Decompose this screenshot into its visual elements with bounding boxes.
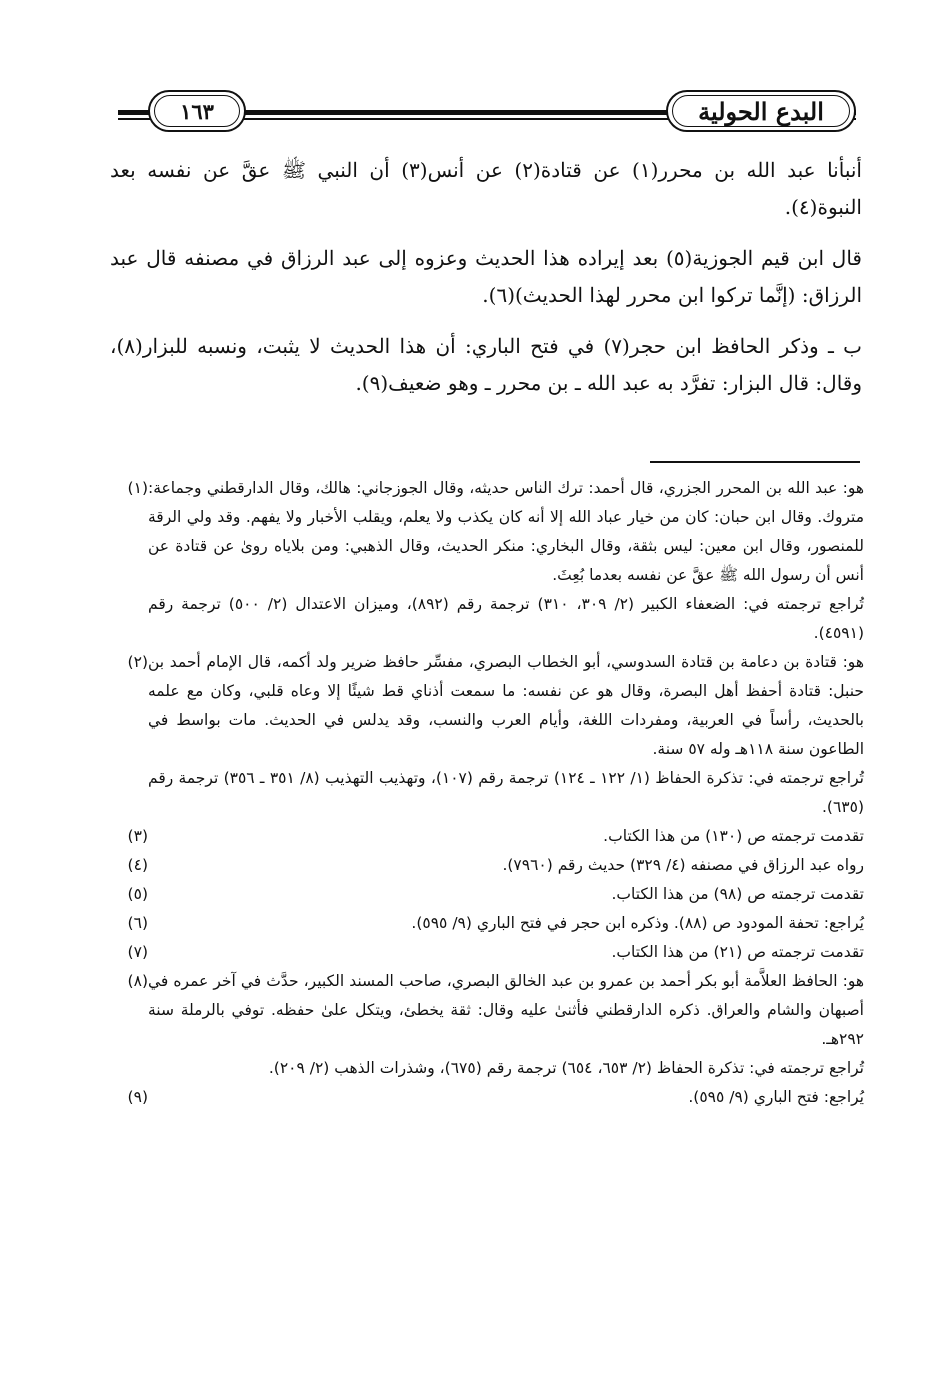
page-number: ١٦٣ bbox=[180, 98, 214, 124]
footnote-number: (١) bbox=[127, 479, 148, 497]
footnote bbox=[112, 648, 864, 822]
page-header bbox=[118, 84, 856, 140]
footnote bbox=[112, 938, 864, 967]
footnote-number: (٨) bbox=[127, 972, 148, 990]
footnote-text: تقدمت ترجمته ص (٢١) من هذا الكتاب. bbox=[611, 943, 864, 961]
body-paragraph: قال ابن قيم الجوزية(٥) بعد إيراده هذا الحديث وعزوه إلى عبد الرزاق في مصنفه قال عبد الرزاق: (إنَّما تركوا ابن محرر لهذا الحديث)(٦). bbox=[110, 246, 862, 307]
footnote-body bbox=[148, 822, 864, 851]
footnote-text: هو: عبد الله بن المحرر الجزري، قال أحمد: ترك الناس حديثه، وقال الجوزجاني: هالك، وقال الدارقطني وجماعة: متروك. وقال ابن حبان: كان من خيار عباد الله إلا أنه كان يكذب ولا يعلم، ويقلب الأخبار ولا يفهم. وقد ولي الرقة للمنصور، وقال ابن معين: ليس بثقة، وقال البخاري: منكر الحديث، وقال الذهبي: ومن بلاياه روىٰ عن قتادة عن أنس أن رسول الله ﷺ عقَّ عن نفسه بعدما بُعِثَ. bbox=[148, 479, 864, 584]
footnote-text: هو: قتادة بن دعامة بن قتادة السدوسي، أبو الخطاب البصري، مفسِّر حافظ ضرير ولد أكمه، قال الإمام أحمد بن حنبل: قتادة أحفظ أهل البصرة، وقال هو عن نفسه: ما سمعت أذناي قط شيئًا إلا وعاه قلبي، وكان مع علمه بالحديث، رأساً في العربية، ومفردات اللغة، وأيام العرب والنسب، وقد يدلس في الحديث. مات بواسط في الطاعون سنة ١١٨هـ وله ٥٧ سنة. bbox=[148, 653, 864, 758]
footnote bbox=[112, 851, 864, 880]
footnote-body bbox=[148, 909, 864, 938]
footnote-text: تُراجع ترجمته في: تذكرة الحفاظ (١/ ١٢٢ ـ ١٢٤) ترجمة رقم (١٠٧)، وتهذيب التهذيب (٨/ ٣٥١ ـ ٣٥٦) ترجمة رقم (٦٣٥). bbox=[148, 769, 864, 816]
footnote-number: (٤) bbox=[127, 856, 148, 874]
body-paragraph: ب ـ وذكر الحافظ ابن حجر(٧) في فتح الباري: أن هذا الحديث لا يثبت، ونسبه للبزار(٨)، وقال: قال البزار: تفرَّد به عبد الله ـ بن محرر ـ وهو ضعيف(٩). bbox=[110, 334, 862, 395]
footnote-text: هو: الحافظ العلاَّمة أبو بكر أحمد بن عمرو بن عبد الخالق البصري، صاحب المسند الكبير، حدَّث في آخر عمره في أصبهان والشام والعراق. ذكره الدارقطني فأثنىٰ عليه وقال: ثقة يخطئ، ويتكل علىٰ حفظه. توفي بالرملة سنة ٢٩٢هـ. bbox=[148, 972, 864, 1048]
footnote-text: تُراجع ترجمته في: تذكرة الحفاظ (٢/ ٦٥٣، ٦٥٤) ترجمة رقم (٦٧٥)، وشذرات الذهب (٢/ ٢٠٩). bbox=[268, 1059, 864, 1077]
footnote-text: تقدمت ترجمته ص (٩٨) من هذا الكتاب. bbox=[611, 885, 864, 903]
footnote-body bbox=[148, 938, 864, 967]
footnote bbox=[112, 1083, 864, 1112]
footnote-body bbox=[148, 851, 864, 880]
footnote-number: (٥) bbox=[127, 885, 148, 903]
footnote-body bbox=[148, 648, 864, 822]
body-paragraph: أنبأنا عبد الله بن محرر(١) عن قتادة(٢) عن أنس(٣) أن النبي ﷺ عقَّ عن نفسه بعد النبوة(٤). bbox=[110, 158, 862, 219]
footnote-number: (٢) bbox=[127, 653, 148, 671]
footnote-text: رواه عبد الرزاق في مصنفه (٤/ ٣٢٩) حديث رقم (٧٩٦٠). bbox=[502, 856, 864, 874]
footnote-body bbox=[148, 474, 864, 648]
footnotes bbox=[112, 474, 864, 1112]
footnote-number: (٩) bbox=[127, 1088, 148, 1106]
footnote-text: تُراجع ترجمته في: الضعفاء الكبير (٢/ ٣٠٩، ٣١٠) ترجمة رقم (٨٩٢)، وميزان الاعتدال (٢/ ٥٠٠) ترجمة رقم (٤٥٩١). bbox=[148, 595, 864, 642]
footnote-separator bbox=[650, 461, 860, 463]
running-title-cartouche bbox=[666, 90, 856, 132]
footnote-body bbox=[148, 967, 864, 1083]
footnote-number: (٦) bbox=[127, 914, 148, 932]
footnote bbox=[112, 967, 864, 1083]
footnote-text: يُراجع: تحفة المودود ص (٨٨). وذكره ابن حجر في فتح الباري (٩/ ٥٩٥). bbox=[411, 914, 864, 932]
footnote-number: (٣) bbox=[127, 827, 148, 845]
footnote-body bbox=[148, 880, 864, 909]
main-text bbox=[110, 152, 862, 416]
footnote-text: يُراجع: فتح الباري (٩/ ٥٩٥). bbox=[688, 1088, 864, 1106]
footnote-number: (٧) bbox=[127, 943, 148, 961]
page-number-cartouche bbox=[148, 90, 246, 132]
footnote-text: تقدمت ترجمته ص (١٣٠) من هذا الكتاب. bbox=[603, 827, 864, 845]
footnote bbox=[112, 880, 864, 909]
footnote bbox=[112, 474, 864, 648]
footnote-body bbox=[148, 1083, 864, 1112]
running-title: البدع الحولية bbox=[698, 96, 824, 126]
footnote bbox=[112, 822, 864, 851]
footnote bbox=[112, 909, 864, 938]
